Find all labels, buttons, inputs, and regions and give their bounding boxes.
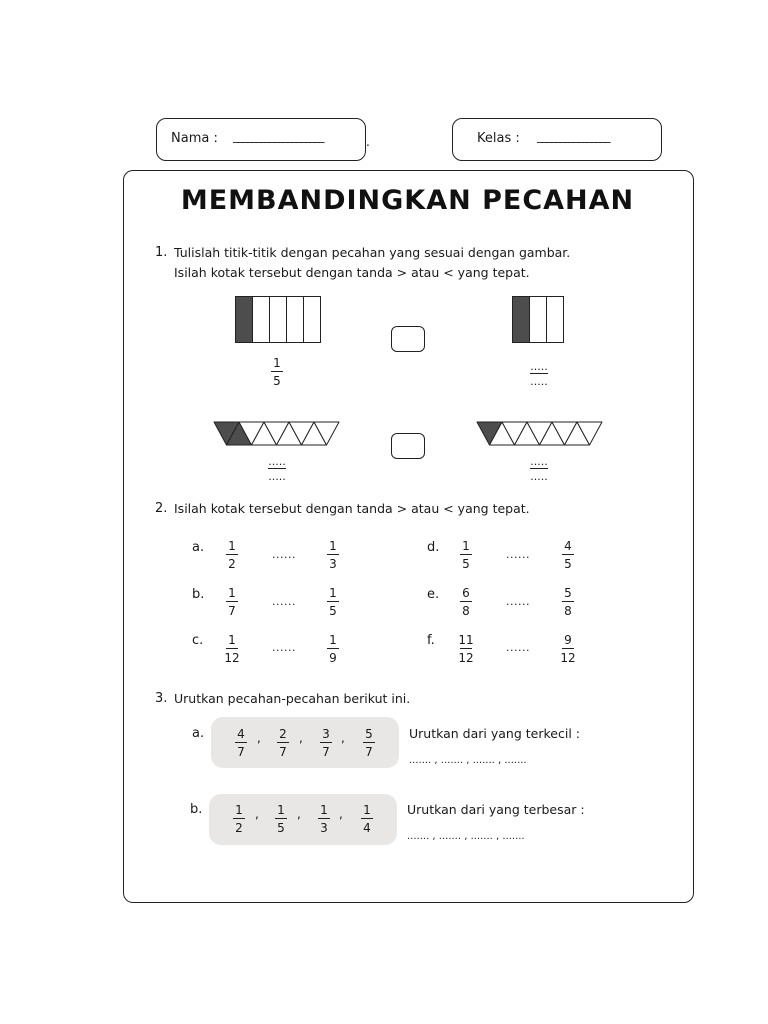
- q2-answer-blank[interactable]: ......: [506, 548, 530, 561]
- q1-instruction-line1: Tulislah titik-titik dengan pecahan yang sesuai dengan gambar.: [174, 245, 571, 260]
- q3a-comma: ,: [341, 731, 345, 745]
- q3b-label: b.: [190, 802, 203, 817]
- fraction-blank-row1-right[interactable]: ..... .....: [530, 360, 548, 388]
- q3a-answer-blanks[interactable]: ....... , ....... , ....... , .......: [409, 755, 527, 766]
- bar-segment-shaded: [513, 297, 530, 343]
- fraction-row1-left: 1 5: [262, 357, 292, 387]
- class-box: [452, 118, 662, 161]
- fraction-blank-row2-left[interactable]: ..... .....: [268, 455, 286, 483]
- name-box: [156, 118, 366, 161]
- q2-item-label: b.: [192, 587, 205, 602]
- q2-fraction-left: 6 8: [451, 587, 481, 617]
- name-label: Nama :: [171, 131, 218, 146]
- q2-answer-blank[interactable]: ......: [272, 595, 296, 608]
- q3a-label: a.: [192, 726, 205, 741]
- q2-answer-blank[interactable]: ......: [506, 641, 530, 654]
- q2-fraction-right: 1 5: [318, 587, 348, 617]
- q3b-fraction: 1 3: [309, 804, 339, 834]
- compare-box-row2[interactable]: [391, 433, 425, 459]
- q2-item-label: d.: [427, 540, 440, 555]
- q3b-fraction: 1 4: [352, 804, 382, 834]
- q2-instruction: Isilah kotak tersebut dengan tanda > atau < yang tepat.: [174, 501, 530, 516]
- q2-answer-blank[interactable]: ......: [506, 595, 530, 608]
- q3a-fraction: 5 7: [354, 728, 384, 758]
- q2-item-label: f.: [427, 633, 435, 648]
- q3-instruction: Urutkan pecahan-pecahan berikut ini.: [174, 691, 411, 706]
- triangle-strip-right: [476, 421, 606, 447]
- q2-fraction-left: 11 12: [458, 633, 474, 665]
- fraction-blank-row2-right[interactable]: ..... .....: [530, 455, 548, 483]
- q2-fraction-right: 1 3: [318, 540, 348, 570]
- q3a-comma: ,: [257, 731, 261, 745]
- q3b-comma: ,: [297, 807, 301, 821]
- q1-number: 1.: [155, 245, 168, 260]
- worksheet-title: MEMBANDINGKAN PECAHAN: [180, 185, 635, 216]
- bar-model-thirds: [512, 296, 565, 344]
- q2-item-label: a.: [192, 540, 205, 555]
- q3b-comma: ,: [339, 807, 343, 821]
- q3a-comma: ,: [299, 731, 303, 745]
- q2-fraction-left: 1 5: [451, 540, 481, 570]
- q2-item-label: c.: [192, 633, 204, 648]
- name-field[interactable]: ____________________: [233, 129, 323, 143]
- q2-fraction-left: 1 2: [217, 540, 247, 570]
- q2-fraction-right: 5 8: [553, 587, 583, 617]
- q2-answer-blank[interactable]: ......: [272, 548, 296, 561]
- q3b-fraction: 1 5: [266, 804, 296, 834]
- q3b-comma: ,: [255, 807, 259, 821]
- q2-fraction-left: 1 12: [224, 633, 240, 665]
- bar-segment: [287, 297, 304, 343]
- bar-segment: [547, 297, 564, 343]
- class-field[interactable]: ________________: [537, 129, 609, 143]
- compare-box-row1[interactable]: [391, 326, 425, 352]
- q2-fraction-right: 4 5: [553, 540, 583, 570]
- q1-instruction-line2: Isilah kotak tersebut dengan tanda > atau < yang tepat.: [174, 265, 530, 280]
- triangle-strip-left: [213, 421, 343, 447]
- q2-fraction-right: 1 9: [318, 634, 348, 664]
- q2-fraction-left: 1 7: [217, 587, 247, 617]
- bar-segment: [530, 297, 547, 343]
- q3b-answer-blanks[interactable]: ....... , ....... , ....... , .......: [407, 831, 525, 842]
- name-dot: .: [366, 135, 370, 149]
- bar-segment: [304, 297, 321, 343]
- bar-model-fifths: [235, 296, 321, 344]
- bar-segment: [270, 297, 287, 343]
- q3-number: 3.: [155, 691, 168, 706]
- bar-segment: [253, 297, 270, 343]
- q3b-instruction: Urutkan dari yang terbesar :: [407, 802, 585, 817]
- q3a-instruction: Urutkan dari yang terkecil :: [409, 726, 580, 741]
- bar-segment-shaded: [236, 297, 253, 343]
- q2-item-label: e.: [427, 587, 440, 602]
- q3a-fraction: 4 7: [226, 728, 256, 758]
- q3a-fraction: 2 7: [268, 728, 298, 758]
- q2-answer-blank[interactable]: ......: [272, 641, 296, 654]
- class-label: Kelas :: [477, 131, 520, 146]
- q2-fraction-right: 9 12: [560, 633, 576, 665]
- q3b-fraction: 1 2: [224, 804, 254, 834]
- q3a-fraction: 3 7: [311, 728, 341, 758]
- q2-number: 2.: [155, 501, 168, 516]
